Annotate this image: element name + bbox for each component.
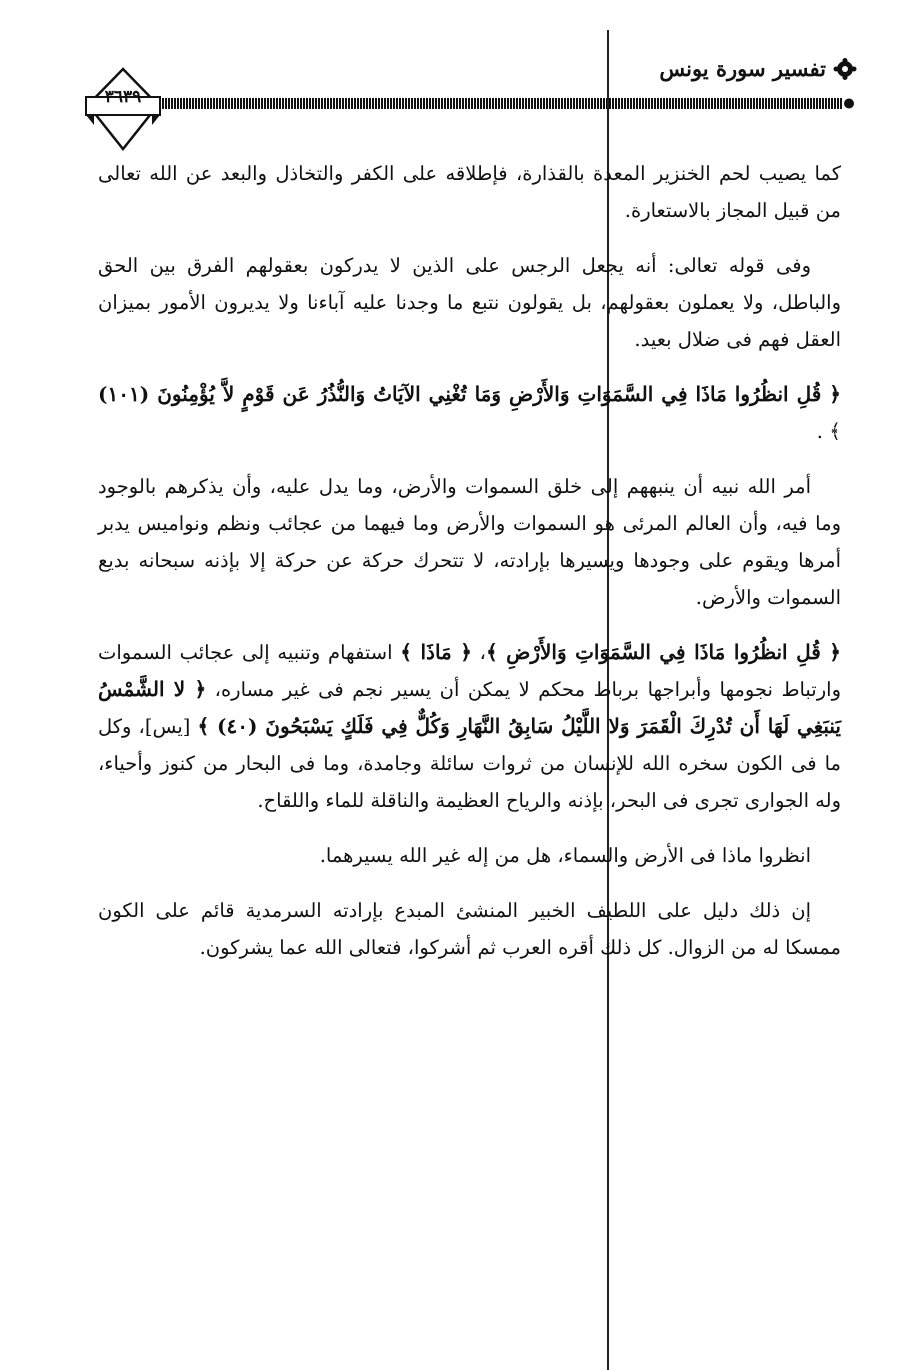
verse-text: قُلِ انظُرُوا مَاذَا فِي السَّمَوَاتِ وَالأَرْضِ وَمَا تُغْنِي الآيَاتُ وَالنُّذُرُ عَن قَوْمٍ لاَّ يُؤْمِنُونَ bbox=[157, 382, 822, 406]
quote-1: ﴿ قُلِ انظُرُوا مَاذَا فِي السَّمَوَاتِ وَالأَرْضِ ﴾ bbox=[485, 640, 841, 664]
page-body bbox=[98, 155, 841, 984]
separator: ، bbox=[471, 641, 486, 664]
verse-close-bracket: ﴾ . bbox=[816, 419, 841, 443]
running-header-title: تفسير سورة يونس bbox=[659, 56, 826, 81]
quran-verse-101 bbox=[98, 376, 841, 450]
paragraph-2: وفى قوله تعالى: أنه يجعل الرجس على الذين لا يدركون بعقولهم الفرق بين الحق والباطل، ولا يعملون بعقولهم، بل يقولون نتبع ما وجدنا عليه آباءنا ولا يديرون الأمور بميزان العقل فهم فى ضلال بعيد. bbox=[98, 254, 841, 351]
rule-end-ornament bbox=[843, 97, 855, 110]
paragraph-4 bbox=[98, 634, 841, 819]
text-1: استفهام وتنبيه إلى عجائب السموات وارتباط نجومها وأبراجها برباط محكم لا يمكن أن يسير نجم فى غير مساره، bbox=[98, 641, 841, 701]
paragraph-1: كما يصيب لحم الخنزير المعدة بالقذارة، فإطلاقه على الكفر والتخاذل والبعد عن الله تعالى من قبيل المجاز بالاستعارة. bbox=[98, 162, 841, 222]
flower-ornament-icon bbox=[833, 58, 857, 80]
page-number-badge bbox=[84, 67, 162, 151]
quote-2: ﴿ مَاذَا ﴾ bbox=[400, 640, 472, 664]
paragraph-3: أمر الله نبيه أن ينبههم إلى خلق السموات والأرض، وما يدل عليه، وأن يذكرهم بالوجود وما فيه، وأن العالم المرئى هو السموات والأرض وما فيهما من عجائب ونظم ونواميس يدبر أمرها ويقوم على وجودها ويسيرها بإرادته، لا تتحرك حركة عن حركة إلا بإذنه سبحانه بديع السموات والأرض. bbox=[98, 475, 841, 609]
text-2: وكل ما فى الكون سخره الله للإنسان من ثروات سائلة وجامدة، وما فى البحار من كنوز وأحياء، وله الجوارى تجرى فى البحر، بإذنه والرياح العظيمة والناقلة للماء واللقاح. bbox=[98, 715, 841, 812]
surah-reference: [يس]، bbox=[131, 715, 198, 738]
quote-3: ﴿ لا الشَّمْسُ يَنبَغِي لَهَا أَن تُدْرِكَ الْقَمَرَ وَلا اللَّيْلُ سَابِقُ النَّهَارِ وَكُلٌّ فِي فَلَكٍ يَسْبَحُونَ (٤٠) ﴾ bbox=[98, 677, 841, 738]
header-rule bbox=[162, 98, 843, 109]
paragraph-5: انظروا ماذا فى الأرض والسماء، هل من إله غير الله يسيرهما. bbox=[319, 844, 811, 867]
paragraph-6: إن ذلك دليل على اللطيف الخبير المنشئ المبدع بإرادته السرمدية قائم على الكون ممسكا له من الزوال. كل ذلك أقره العرب ثم أشركوا، فتعالى الله عما يشركون. bbox=[98, 899, 841, 959]
verse-number: (١٠١) bbox=[98, 382, 150, 406]
page-number: ٣٦٣٩ bbox=[104, 87, 142, 107]
verse-open-bracket: ﴿ bbox=[829, 382, 842, 406]
